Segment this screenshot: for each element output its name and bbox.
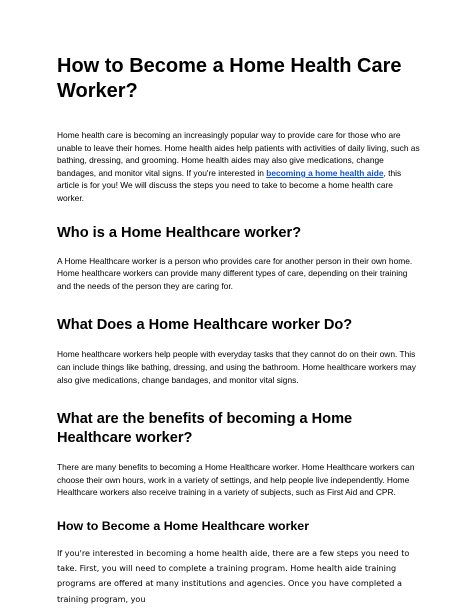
- document-title: How to Become a Home Health Care Worker?: [57, 55, 402, 102]
- intro-text-after-link: , this article is for you! We will discuss the steps you need to take to become a home health care worker.: [57, 167, 402, 203]
- section-body-benefits: There are many benefits to becoming a Home Healthcare worker. Home Healthcare workers can choose their own hours, work in a variety of settings, and help people live independently. Home Healthcare workers also receive training in a variety of subjects, such as First Aid and CPR.: [57, 462, 415, 498]
- section-body-who: A Home Healthcare worker is a person who provides care for another person in their own home. Home healthcare workers can provide many different types of care, depending on their training and the needs of the person they are caring for.: [57, 255, 413, 291]
- intro-text-before-link: Home health care is becoming an increasingly popular way to provide care for those who are unable to leave their homes. Home health aides help patients with activities of daily living, such as bathing, dressing, and grooming. Home health aides may also give medications, change bandages, and monitor vital signs. If you're interested in: [57, 130, 420, 178]
- section-body-how-to-become: If you're interested in becoming a home health aide, there are a few steps you need to take. First, you will need to complete a training program. Home health aide training programs are offered at many institutions and agencies. Once you have completed a training program, you: [57, 547, 410, 604]
- section-heading-what-does: What Does a Home Healthcare worker Do?: [57, 317, 353, 334]
- section-heading-who: Who is a Home Healthcare worker?: [57, 224, 302, 241]
- section-body-what-does: Home healthcare workers help people with everyday tasks that they cannot do on their own. This can include things like bathing, dressing, and using the bathroom. Home healthcare workers may also give medications, change bandages, and monitor vital signs.: [57, 349, 416, 385]
- document-body: [57, 54, 422, 607]
- intro-paragraph: [57, 129, 422, 205]
- section-heading-how-to-become: How to Become a Home Healthcare worker: [57, 518, 310, 533]
- section-heading-benefits: What are the benefits of becoming a Home Healthcare worker?: [57, 411, 353, 447]
- home-health-aide-link[interactable]: becoming a home health aide: [266, 167, 384, 178]
